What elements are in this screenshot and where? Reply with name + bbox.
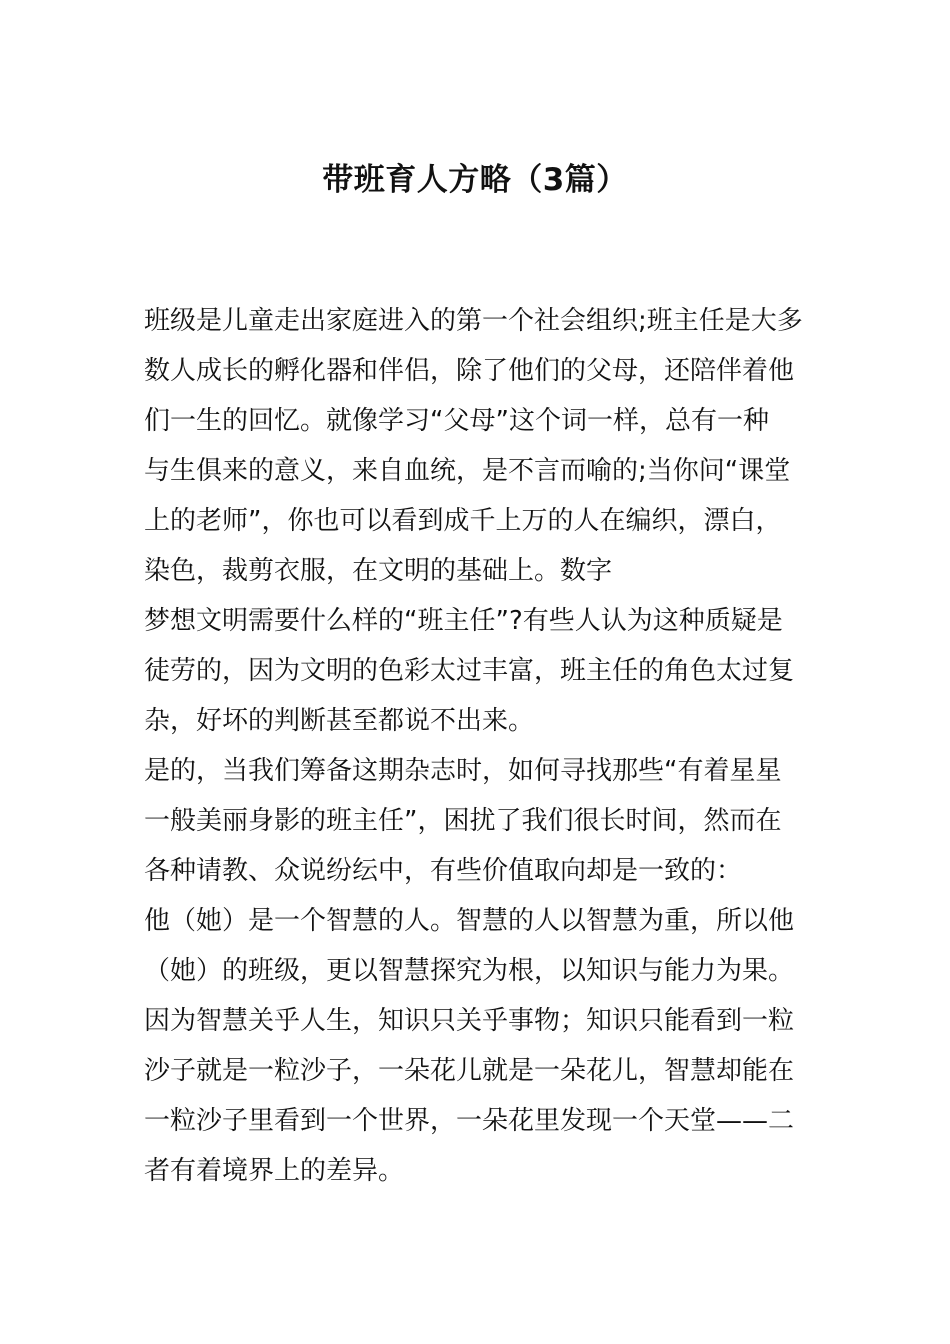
body-line: （她）的班级，更以智慧探究为根，以知识与能力为果。	[144, 956, 795, 986]
body-line: 与生俱来的意义，来自血统，是不言而喻的;当你问“课堂	[144, 456, 791, 486]
body-line: 们一生的回忆。就像学习“父母”这个词一样，总有一种	[144, 406, 769, 436]
body-line: 杂，好坏的判断甚至都说不出来。	[144, 706, 535, 736]
body-line: 一般美丽身影的班主任”，困扰了我们很长时间，然而在	[144, 806, 782, 836]
body-line: 徒劳的，因为文明的色彩太过丰富，班主任的角色太过复	[144, 656, 795, 686]
body-line: 是的，当我们筹备这期杂志时，如何寻找那些“有着星星	[144, 756, 782, 786]
body-line: 一粒沙子里看到一个世界，一朵花里发现一个天堂——二	[144, 1106, 795, 1136]
body-line: 沙子就是一粒沙子，一朵花儿就是一朵花儿，智慧却能在	[144, 1056, 795, 1086]
body-line: 染色，裁剪衣服，在文明的基础上。数字	[144, 556, 613, 586]
body-line: 各种请教、众说纷纭中，有些价值取向却是一致的：	[144, 856, 743, 886]
body-line: 他（她）是一个智慧的人。智慧的人以智慧为重，所以他	[144, 906, 795, 936]
body-line: 者有着境界上的差异。	[144, 1156, 405, 1186]
body-line: 上的老师”，你也可以看到成千上万的人在编织，漂白，	[144, 506, 782, 536]
body-line: 班级是儿童走出家庭进入的第一个社会组织;班主任是大多	[144, 306, 803, 336]
document-title: 带班育人方略（3篇）	[322, 162, 628, 198]
document-body	[144, 296, 808, 1196]
body-line: 梦想文明需要什么样的“班主任”?有些人认为这种质疑是	[144, 606, 783, 636]
body-line: 数人成长的孵化器和伴侣，除了他们的父母，还陪伴着他	[144, 356, 795, 386]
body-line: 因为智慧关乎人生，知识只关乎事物；知识只能看到一粒	[144, 1006, 795, 1036]
